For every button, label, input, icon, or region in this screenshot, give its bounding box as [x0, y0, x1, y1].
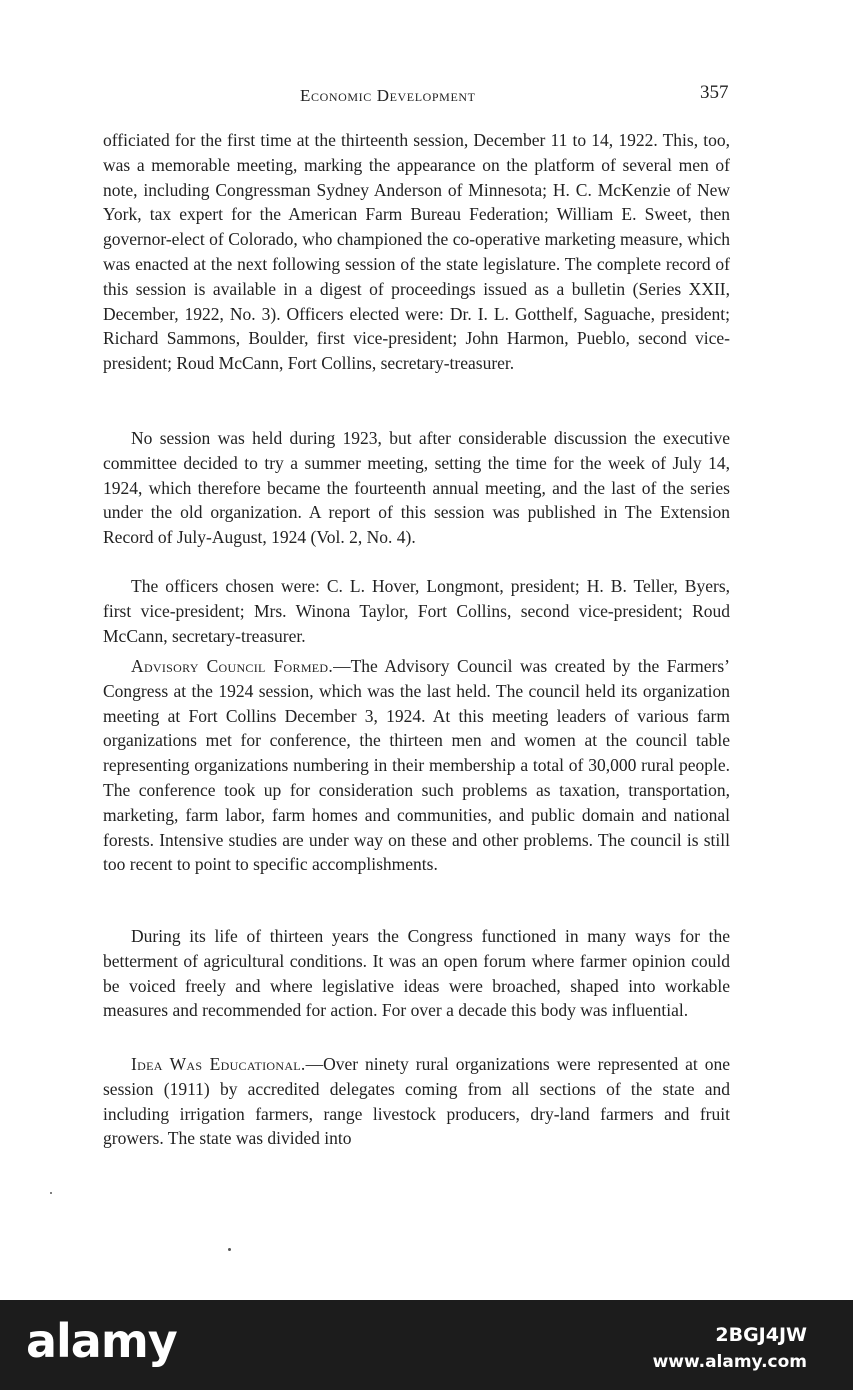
paragraph-text: officiated for the first time at the thirteenth session, December 11 to 14, 1922. This, too, was a memorable meeting, marking the appearance on the platform of several men of note, including Congressman Sydney Anderson of Minnesota; H. C. McKenzie of New York, tax expert for the American Farm Bureau Federation; William E. Sweet, then governor-elect of Colorado, who championed the co-operative marketing measure, which was enacted at the next following session of the state legislature. The complete record of this session is available in a digest of proceedings issued as a bulletin (Series XXII, December, 1922, No. 3). Officers elected were: Dr. I. L. Gotthelf, Saguache, president; Richard Sammons, Boulder, first vice-president; John Harmon, Pueblo, second vice-president; Roud McCann, Fort Collins, secretary-treasurer.	[103, 130, 730, 374]
running-title: Economic Development	[300, 86, 476, 105]
paragraph-text: The officers chosen were: C. L. Hover, Longmont, president; H. B. Teller, Byers, first vice-president; Mrs. Winona Taylor, Fort Collins, second vice-president; Roud McCann, secretary-treasurer.	[103, 576, 730, 646]
scan-speck	[228, 1248, 231, 1251]
paragraph-text: —Over ninety rural organizations were represented at one session (1911) by accredited delegates coming from all sections of the state and including irrigation farmers, range livestock producers, dry-land farmers and fruit growers. The state was divided into	[103, 1054, 730, 1149]
scan-speck	[50, 1192, 52, 1194]
paragraph-fourteenth-meeting	[103, 426, 730, 550]
paragraph-congress-life	[103, 924, 730, 1023]
paragraph-text: During its life of thirteen years the Congress functioned in many ways for the betterment of agricultural conditions. It was an open forum where farmer opinion could be voiced freely and where legislative ideas were broached, shaped into workable measures and recommended for action. For over a decade this body was influential.	[103, 926, 730, 1021]
paragraph-runin: Idea Was Educational.	[131, 1054, 306, 1074]
paragraph-advisory-council	[103, 654, 730, 877]
site-url: www.alamy.com	[652, 1352, 807, 1372]
image-id: 2BGJ4JW	[715, 1324, 807, 1346]
paragraph-thirteenth-session	[103, 128, 730, 376]
alamy-logo: alamy	[26, 1314, 177, 1368]
paragraph-runin: Advisory Council Formed.	[131, 656, 334, 676]
page-number: 357	[700, 82, 729, 103]
watermark-footer	[0, 1300, 853, 1390]
paragraph-text: No session was held during 1923, but after considerable discussion the executive committee decided to try a summer meeting, setting the time for the week of July 14, 1924, which therefore became the fourteenth annual meeting, and the last of the series under the old organization. A report of this session was published in The Extension Record of July-August, 1924 (Vol. 2, No. 4).	[103, 428, 730, 548]
paragraph-officers-chosen	[103, 574, 730, 648]
paragraph-idea-educational	[103, 1052, 730, 1151]
paragraph-text: —The Advisory Council was created by the Farmers’ Congress at the 1924 session, which was the last held. The council held its organization meeting at Fort Collins December 3, 1924. At this meeting leaders of various farm organizations met for conference, the thirteen men and women at the council table representing organizations numbering in their membership a total of 30,000 rural people. The conference took up for consideration such problems as taxation, transportation, marketing, farm labor, farm homes and communities, and public domain and national forests. Intensive studies are under way on these and other problems. The council is still too recent to point to specific accomplishments.	[103, 656, 730, 875]
